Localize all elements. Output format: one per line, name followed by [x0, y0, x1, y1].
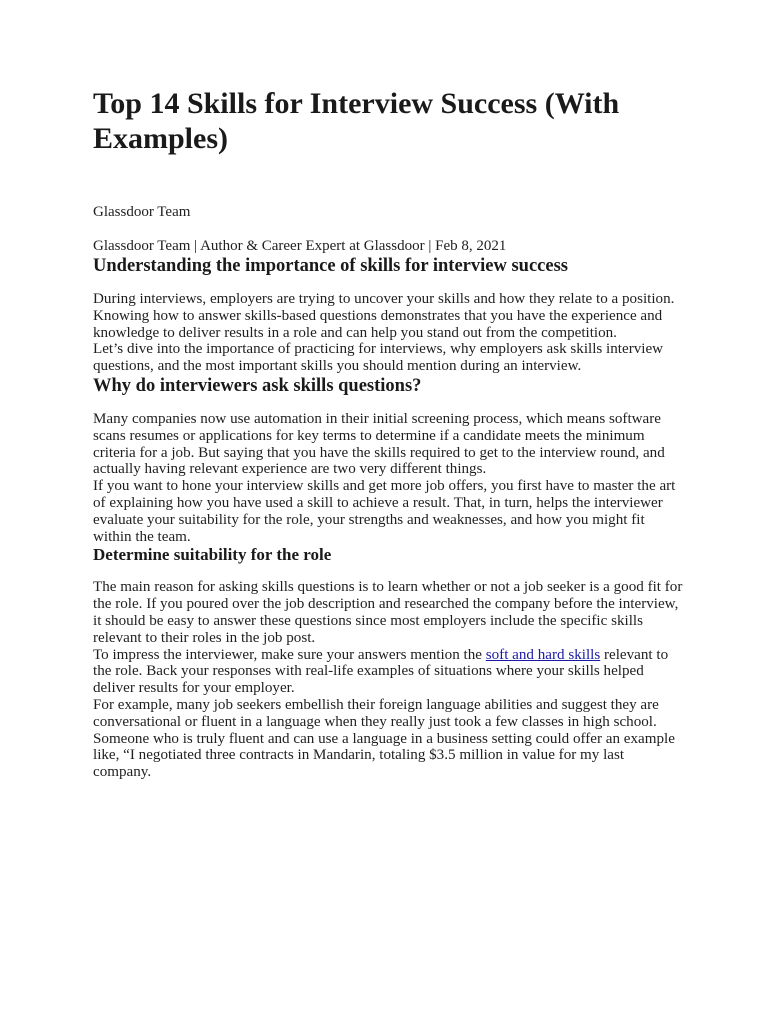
soft-and-hard-skills-link[interactable]: soft and hard skills [485, 646, 601, 663]
paragraph-with-link [93, 647, 683, 697]
paragraph: The main reason for asking skills questions is to learn whether or not a job seeker is a good fit for the role. If you poured over the job description and researched the company before the interview, it should be easy to answer these questions since most employers include the specific skills relevant to their roles in the job post. [93, 579, 683, 646]
section-body-suitability [93, 579, 683, 781]
byline: Glassdoor Team | Author & Career Expert at Glassdoor | Feb 8, 2021 [93, 238, 507, 254]
paragraph-text: relevant to the role. Back your responses with real-life examples of situations where your skills helped deliver results for your employer. [93, 646, 669, 697]
paragraph: Many companies now use automation in their initial screening process, which means software scans resumes or applications for key terms to determine if a candidate meets the minimum criteria for a job. But saying that you have the skills required to get to the interview round, and actually having relevant experience are two very different things. [93, 410, 665, 478]
paragraph: During interviews, employers are trying to uncover your skills and how they relate to a position. Knowing how to answer skills-based questions demonstrates that you have the experience and knowledge to deliver results in a role and can help you stand out from the competition. [93, 291, 675, 341]
paragraph: For example, many job seekers embellish their foreign language abilities and suggest they are conversational or fluent in a language when they really just took a few classes in high school. Someone who is truly fluent and can use a language in a business setting could offer an example like, “I negotiated three contracts in Mandarin, totaling $3.5 million in value for my last company. [93, 696, 675, 781]
section-heading-why-ask: Why do interviewers ask skills questions? [93, 375, 422, 396]
paragraph: Let’s dive into the importance of practicing for interviews, why employers ask skills interview questions, and the most important skills you should mention during an interview. [93, 341, 664, 375]
article [93, 86, 683, 781]
article-title: Top 14 Skills for Interview Success (With Examples) [93, 87, 620, 155]
paragraph: If you want to hone your interview skills and get more job offers, you first have to master the art of explaining how you have used a skill to achieve a result. That, in turn, helps the interviewer evaluate your suitability for the role, your strengths and weaknesses, and how you might fit within the team. [93, 478, 676, 545]
subsection-heading-suitability: Determine suitability for the role [93, 545, 332, 565]
section-body-why-ask [93, 411, 683, 545]
section-body-importance [93, 291, 683, 375]
section-heading-importance: Understanding the importance of skills for interview success [93, 256, 568, 276]
paragraph-text: To impress the interviewer, make sure your answers mention the [93, 646, 486, 663]
author-name: Glassdoor Team [93, 204, 191, 220]
